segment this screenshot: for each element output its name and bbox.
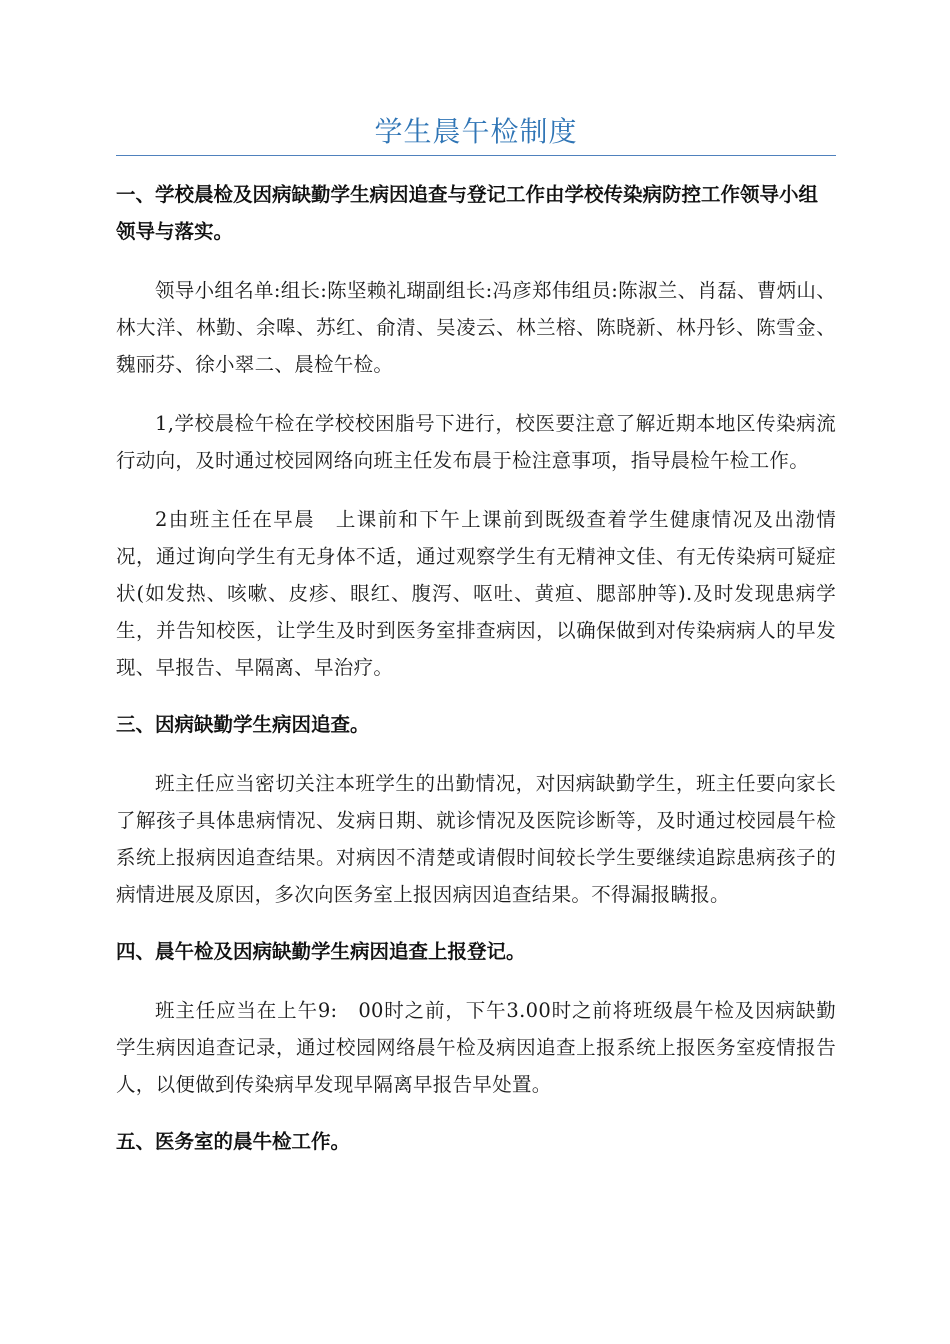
paragraph-item-2: 2由班主任在早晨 上课前和下午上课前到既级查着学生健康情况及出渤情况，通过询向学生有无身体不适，通过观察学生有无精神文佳、有无传染病可疑症状(如发热、咳嗽、皮疹、眼红、腹泻、呕吐、黄疸、腮部肿等).及时发现患病学生，并告知校医，让学生及时到医务室排查病因，以确保做到对传染病病人的早发现、早报告、早隔离、早治疗。: [116, 508, 836, 679]
section-heading-5: 五、医务室的晨牛检工作。: [116, 1130, 351, 1153]
paragraph-item-1: 1,学校晨检午检在学校校困脂号下进行，校医要注意了解近期本地区传染病流行动向，及时通过校园网络向班主任发布晨于检注意事项，指导晨检午检工作。: [116, 412, 836, 472]
section-heading-4: 四、晨午检及因病缺勤学生病因追查上报登记。: [116, 940, 526, 963]
document-page: [116, 0, 836, 1160]
paragraph-reporting: 班主任应当在上午9: 00时之前，下午3.00时之前将班级晨午检及因病缺勤学生病因追查记录，通过校园网络晨午检及病因追查上报系统上报医务室疫情报告人，以便做到传染病早发现早隔离早报告早处置。: [116, 999, 836, 1096]
section-heading-3: 三、因病缺勤学生病因追查。: [116, 713, 370, 736]
title-underline: [116, 155, 836, 156]
paragraph-leadership-list: 领导小组名单:组长:陈坚赖礼瑚副组长:冯彦郑伟组员:陈淑兰、肖磊、曹炳山、林大洋、林勤、余嗥、苏红、俞清、吴凌云、林兰榕、陈晓新、林丹钐、陈雪金、魏丽芬、徐小翠二、晨检午检。: [116, 279, 836, 376]
paragraph-absence-tracking: 班主任应当密切关注本班学生的出勤情况，对因病缺勤学生，班主任要向家长了解孩子具体患病情况、发病日期、就诊情况及医院诊断等，及时通过校园晨午检系统上报病因追查结果。对病因不清楚或请假时间较长学生要继续追踪患病孩子的病情进展及原因，多次向医务室上报因病因追查结果。不得漏报瞒报。: [116, 772, 836, 906]
section-heading-1: 一、学校晨检及因病缺勤学生病因追查与登记工作由学校传染病防控工作领导小组领导与落实。: [116, 183, 819, 243]
document-title: 学生晨午检制度: [374, 115, 578, 148]
